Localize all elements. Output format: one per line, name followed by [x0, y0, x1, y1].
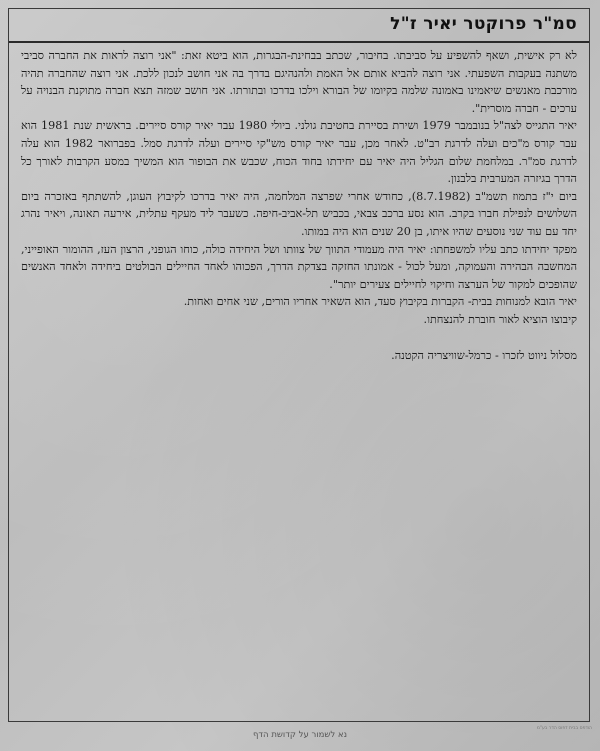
printer-imprint: הודפס בבית דפוס הדר בע"מ	[536, 726, 592, 731]
page-title: סמ"ר פרוקטר יאיר ז"ל	[390, 14, 577, 34]
title-bar	[9, 9, 589, 43]
paragraph-commander-letter: מפקד יחידתו כתב עליו למשפחתו: יאיר היה מעמודי התווך של צוותו ושל היחידה כולה, כוחו הגופני, הרצון העז, ההומור האופייני, המחשבה הבהירה והעמוקה, ומעל לכול - אמונתו החזקה בצדקת הדרך, הפכוהו לאחד החיילים הבולטים ביחידה ולאחד האנשים שהופכים למקור של הערצה וחיקוי לחיילים צעירים יותר".	[21, 242, 577, 291]
paragraph-service: יאיר התגייס לצה"ל בנובמבר 1979 ושירת בסיירת בחטיבת גולני. ביולי 1980 עבר יאיר קורס סיירים. בראשית שנת 1981 הוא עבר קורס מ"כים ועלה לדרגת רב"ט. לאחר מכן, עבר יאיר קורס מש"קי סיירים ועלה לדרגת סמל. בפברואר 1982 הוא עלה לדרגת סמ"ר. במלחמת שלום הגליל היה יאיר עם יחידתו בחוד הכוח, שכבש את הבופור הוא המשיך במסע הקרבות לאורך כל הדרך בגיזרה המערבית בלבנון.	[21, 119, 577, 186]
footer-note: נא לשמור על קדושת הדף	[252, 730, 347, 740]
paragraph-death: ביום י"ז בתמוז תשמ"ב (8.7.1982), כחודש אחרי שפרצה המלחמה, היה יאיר בדרכו לקיבוץ העוגן, להשתתף באזכרה ביום השלושים לנפילת חברו בקרב. הוא נסע ברכב צבאי, בכביש תל-אביב-חיפה. כשעבר ליד מעקף עתלית, אירעה תאונה, ויאיר נהרג יחד עם עוד שני נוסעים שהיו איתו, בן 20 שנים הוא היה במותו.	[21, 189, 578, 238]
biography-text	[21, 47, 577, 364]
paragraph-burial: יאיר הובא למנוחות בבית- הקברות בקיבוץ סעד, הוא השאיר אחריו הורים, שני אחים ואחות.	[183, 295, 577, 309]
paragraph-essay: לא רק אישית, ושאף להשפיע על סביבתו. בחיבור, שכתב בבחינת-הבגרות, הוא ביטא זאת: "אני רוצה לראות את החברה סביבי משתנה בעקבות השפעתי. אני רוצה להביא אותם אל האמת ולהנהיגם בדרך בה אני חושב לנכון ללכת. אני רוצה שהחברה תהיה מורכבת מאנשים שיאמינו באמונה שלמה בקיומו של הבורא וילכו בדרכו ובתורתו. אני חושב שמזה תצא חברה מתוקנת הבנויה על ערכים - חברה מוסרית".	[21, 49, 577, 115]
paragraph-booklet: קיבוצו הוציא לאור חוברת להנצחתו.	[423, 312, 577, 326]
content-frame	[8, 8, 590, 722]
paragraph-memorial-trail: מסלול ניווט לזכרו - כרמל-שוויצריה הקטנה.	[391, 348, 577, 362]
